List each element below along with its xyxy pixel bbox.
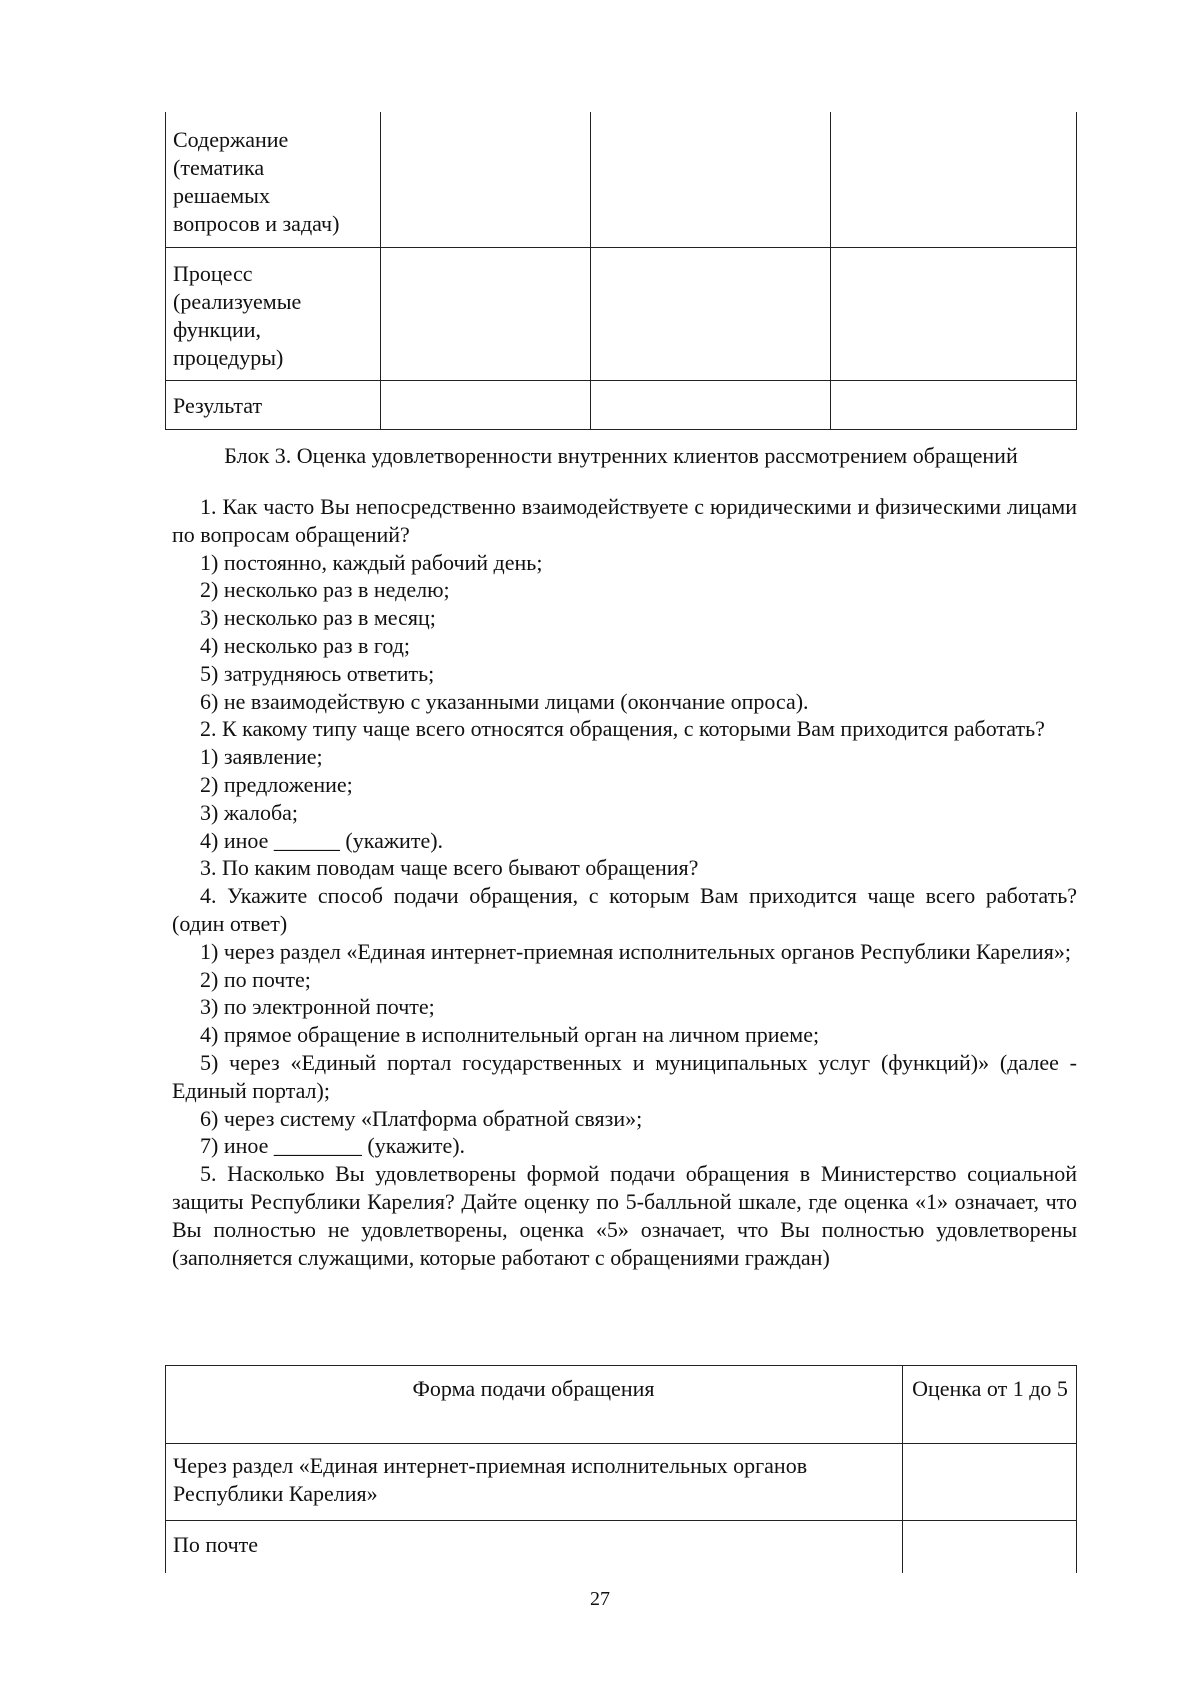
answer-option: 4) несколько раз в год; (200, 632, 411, 658)
answer-option: 7) иное ________ (укажите). (200, 1133, 466, 1159)
answer-option: 1) через раздел «Единая интернет-приемная исполнительных органов Республики Карелия»; (200, 938, 1071, 964)
rating-table (165, 1365, 1077, 1573)
table-row-label: Содержание (тематика решаемых вопросов и задач) (173, 127, 340, 236)
answer-option: 4) прямое обращение в исполнительный орган на личном приеме; (200, 1022, 820, 1048)
table-border (165, 1443, 1077, 1444)
question-5: 5. Насколько Вы удовлетворены формой подачи обращения в Министерство социальной защиты Республики Карелия? Дайте оценку по 5-балльной шкале, где оценка «1» означает, что Вы полностью не удовлетворены, оценка «5» означает, что Вы полностью удовлетворены (заполняется служащими, которые работают с обращениями граждан) (172, 1161, 1077, 1270)
table-border (380, 112, 381, 430)
answer-option: 4) иное ______ (укажите). (200, 827, 444, 853)
table-border (590, 112, 591, 430)
column-header-form: Форма подачи обращения (412, 1376, 655, 1401)
question-2: 2. К какому типу чаще всего относятся обращения, с которыми Вам приходится работать? (200, 716, 1045, 742)
answer-option: 1) постоянно, каждый рабочий день; (200, 549, 543, 575)
table-row-label: Процесс (реализуемые функции, процедуры) (173, 261, 302, 370)
table-border (165, 380, 1077, 381)
column-header-score: Оценка от 1 до 5 (912, 1376, 1068, 1401)
table-border (165, 1520, 1077, 1521)
block-title: Блок 3. Оценка удовлетворенности внутренних клиентов рассмотрением обращений (224, 443, 1018, 468)
page-number: 27 (590, 1588, 610, 1610)
table-border (165, 429, 1077, 430)
answer-option: 5) через «Единый портал государственных и муниципальных услуг (функций)» (далее - Единый портал); (172, 1049, 1077, 1103)
answer-option: 2) предложение; (200, 771, 353, 797)
question-4: 4. Укажите способ подачи обращения, с которым Вам приходится чаще всего работать? (один ответ) (172, 883, 1077, 936)
questionnaire-text (172, 493, 1077, 1271)
table-border (1076, 1365, 1077, 1573)
answer-option: 1) заявление; (200, 744, 323, 770)
answer-option: 3) несколько раз в месяц; (200, 605, 436, 631)
answer-option: 2) по почте; (200, 966, 311, 992)
table-row-label: Через раздел «Единая интернет-приемная исполнительных органов Республики Карелия» (173, 1453, 808, 1506)
answer-option: 2) несколько раз в неделю; (200, 577, 450, 603)
table-border (165, 1365, 1077, 1366)
table-row-label: Результат (173, 393, 263, 418)
answer-option: 6) не взаимодействую с указанными лицами (окончание опроса). (200, 688, 809, 714)
answer-option: 5) затрудняюсь ответить; (200, 660, 435, 686)
answer-option: 3) жалоба; (200, 799, 299, 825)
answer-option: 3) по электронной почте; (200, 994, 435, 1020)
question-1: 1. Как часто Вы непосредственно взаимодействуете с юридическими и физическими лицами по вопросам обращений? (172, 494, 1077, 547)
criteria-table (165, 112, 1077, 430)
answer-option: 6) через систему «Платформа обратной связи»; (200, 1105, 643, 1131)
question-3: 3. По каким поводам чаще всего бывают обращения? (200, 855, 699, 881)
table-border (830, 112, 831, 430)
table-row-label: По почте (173, 1532, 259, 1557)
table-border (1076, 112, 1077, 430)
table-border (902, 1365, 903, 1573)
table-border (165, 247, 1077, 248)
table-border (165, 112, 166, 430)
